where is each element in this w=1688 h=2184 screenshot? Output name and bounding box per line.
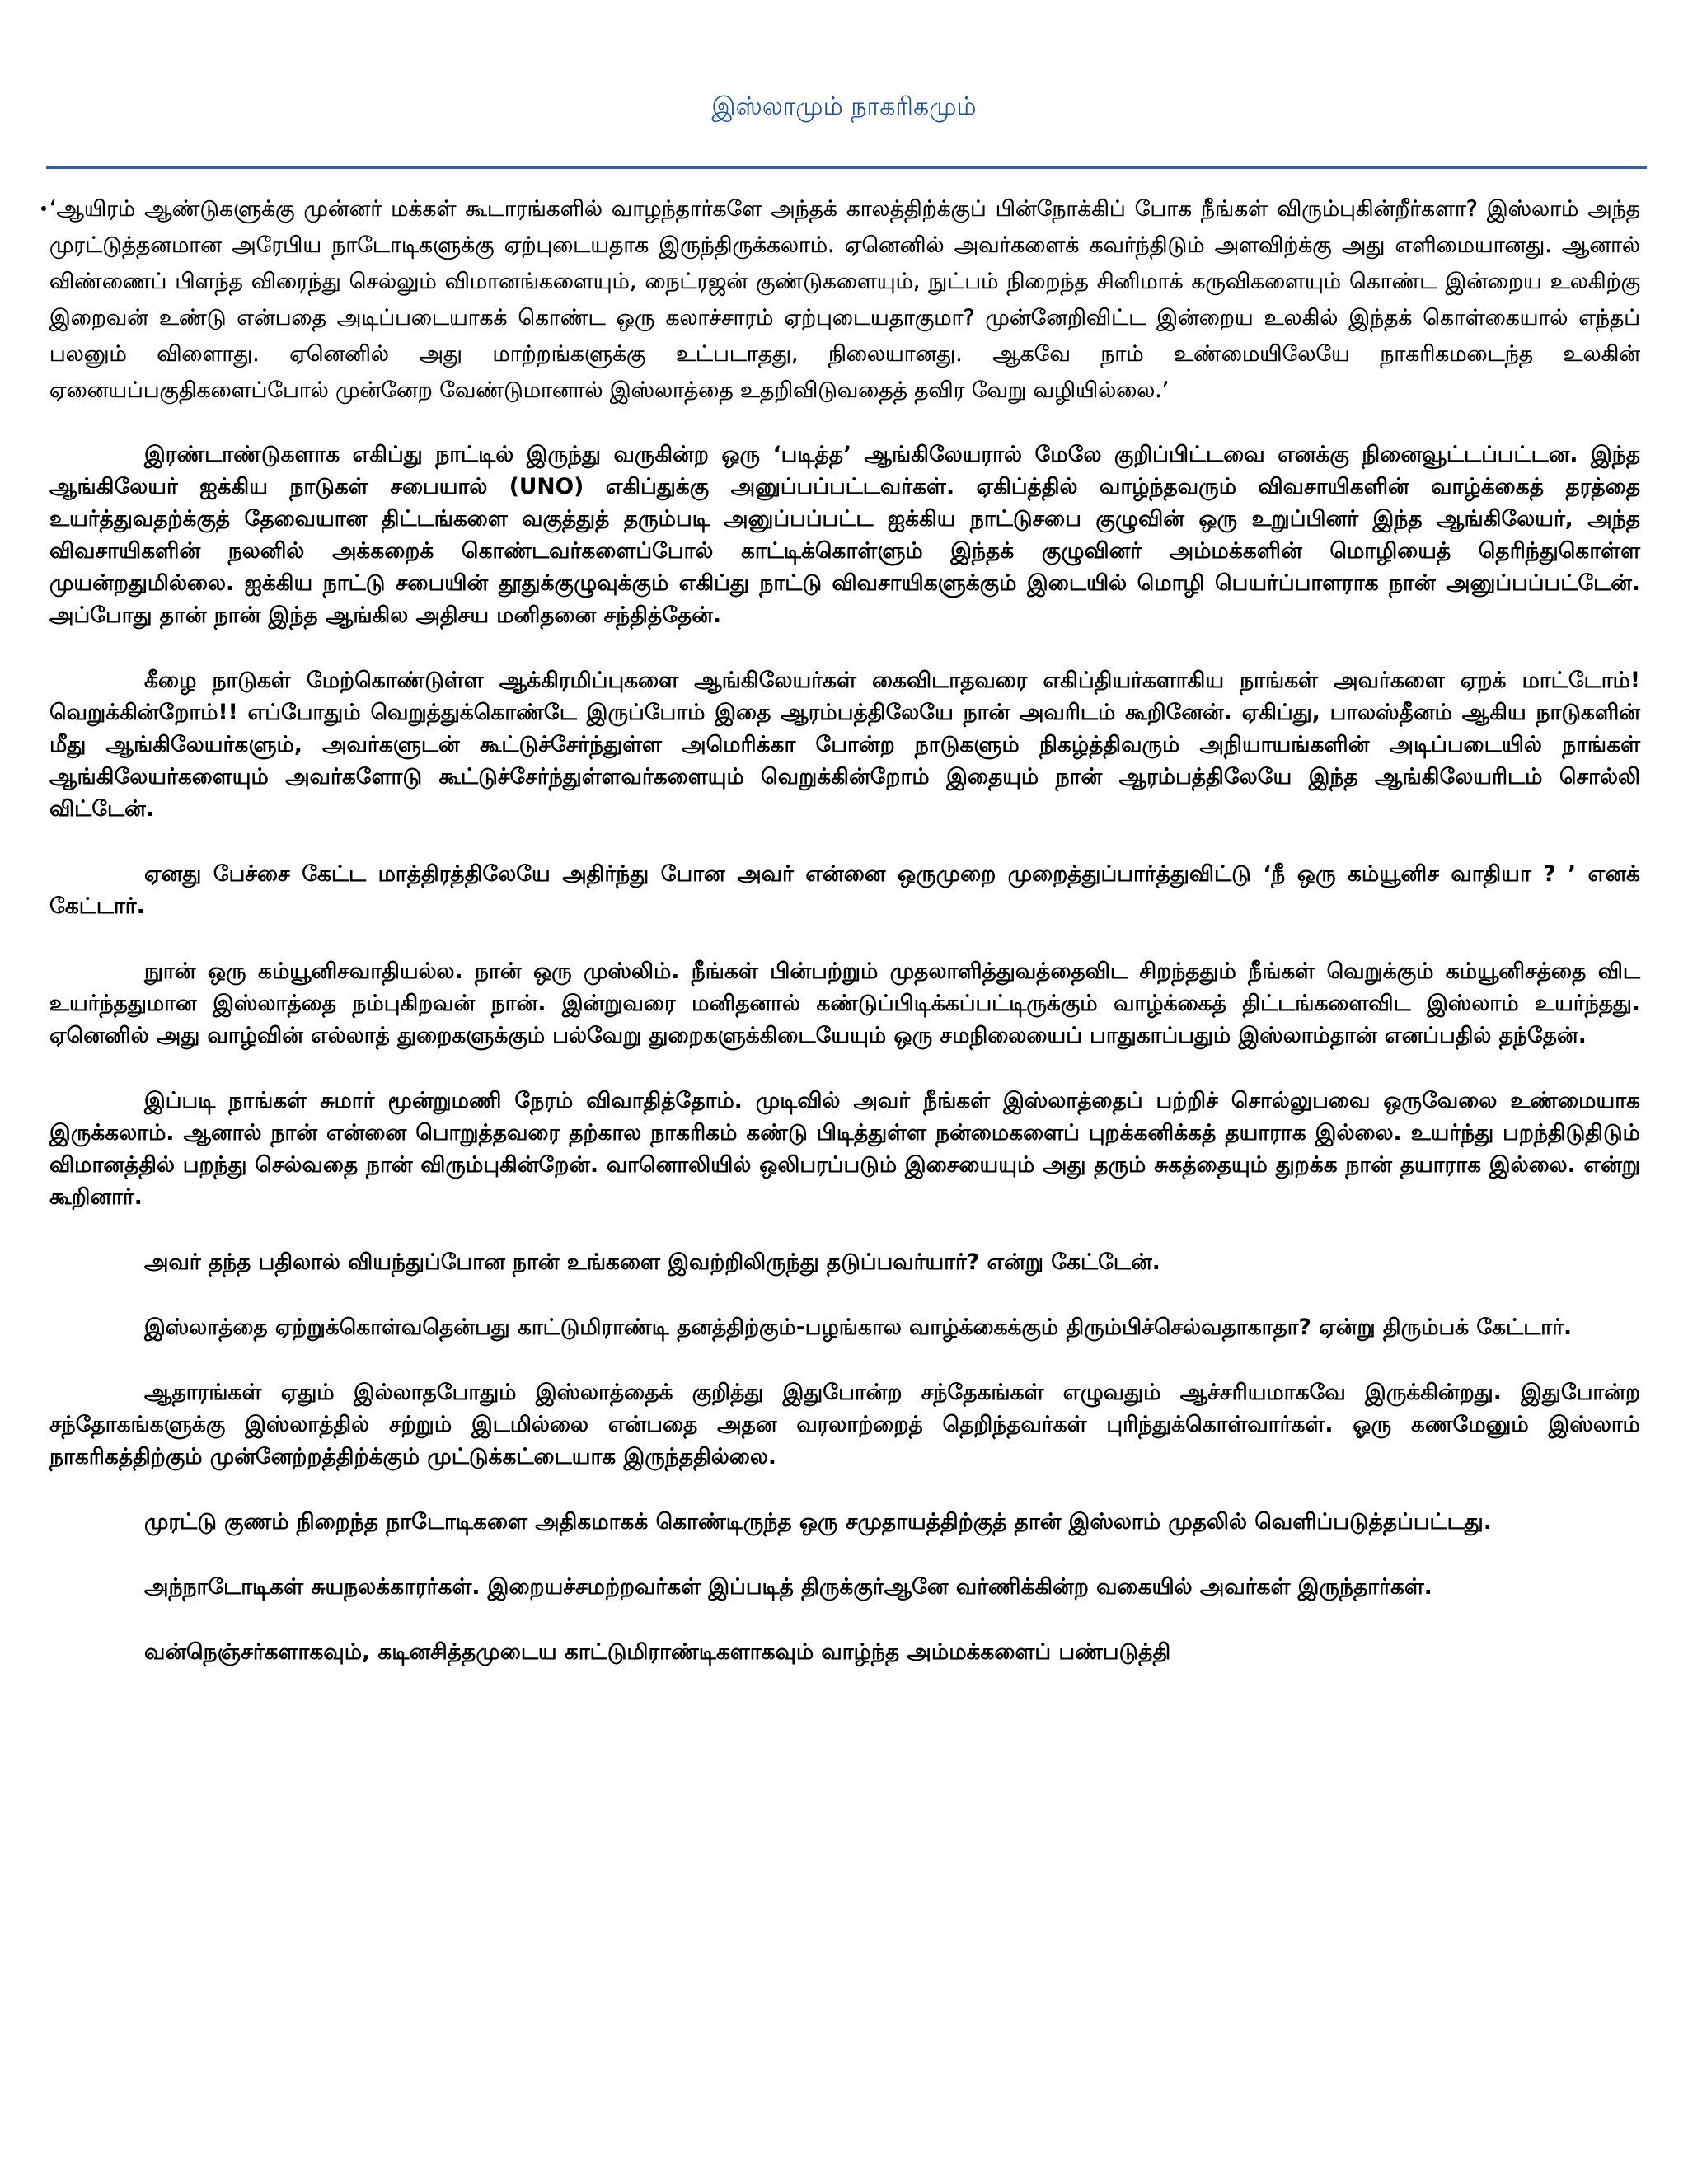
body-paragraph: இரண்டாண்டுகளாக எகிப்து நாட்டில் இருந்து வருகின்ற ஒரு ‘படித்த’ ஆங்கிலேயரால் மேலே குறிப்பிட்டவை எனக்கு நினைவூட்டப்பட்டன. இந்த ஆங்கிலேயர் ஐக்கிய நாடுகள் சபையால் (UNO) எகிப்துக்கு அனுப்பப்பட்டவர்கள். ஏகிப்த்தில் வாழ்ந்தவரும் விவசாயிகளின் வாழ்க்கைத் தரத்தை உயர்த்துவதற்க்குத் தேவையான திட்டங்களை வகுத்துத் தரும்படி அனுப்பப்பட்ட ஐக்கிய நாட்டுசபை குழுவின் ஒரு உறுப்பினர் இந்த ஆங்கிலேயர், அந்த விவசாயிகளின் நலனில் அக்கறைக் கொண்டவர்களைப்போல் காட்டிக்கொள்ளும் இந்தக் குழுவினர் அம்மக்களின் மொழியைத் தெரிந்துகொள்ள முயன்றதுமில்லை. ஐக்கிய நாட்டு சபையின் தூதுக்குழுவுக்கும் எகிப்து நாட்டு விவசாயிகளுக்கும் இடையில் மொழி பெயர்ப்பாளராக நான் அனுப்பப்பட்டேன். அப்போது தான் நான் இந்த ஆங்கில அதிசய மனிதனை சந்தித்தேன். [49,442,1640,628]
title-divider [46,166,1647,169]
document-body [49,191,1640,1668]
body-paragraph: அவர் தந்த பதிலால் வியந்துப்போன நான் உங்களை இவற்றிலிருந்து தடுப்பவர்யார்? என்று கேட்டேன். [144,1249,1160,1275]
quote-paragraph: ‘ஆயிரம் ஆண்டுகளுக்கு முன்னர் மக்கள் கூடாரங்களில் வாழந்தார்களே அந்தக் காலத்திற்க்குப் பின்நோக்கிப் போக நீங்கள் விரும்புகின்றீர்களா? இஸ்லாம் அந்த முரட்டுத்தனமான அரேபிய நாடோடிகளுக்கு ஏற்புடையதாக இருந்திருக்கலாம். ஏனெனில் அவர்களைக் கவர்ந்திடும் அளவிற்க்கு அது எளிமையானது. ஆனால் விண்ணைப் பிளந்த விரைந்து செல்லும் விமானங்களையும், நைட்ரஜன் குண்டுகளையும், நுட்பம் நிறைந்த சினிமாக் கருவிகளையும் கொண்ட இன்றைய உலகிற்கு இறைவன் உண்டு என்பதை அடிப்படையாகக் கொண்ட ஒரு கலாச்சாரம் ஏற்புடையதாகுமா? முன்னேறிவிட்ட இன்றைய உலகில் இந்தக் கொள்கையால் எந்தப் பலனும் விளைாது. ஏனெனில் அது மாற்றங்களுக்கு உட்படாதது, நிலையானது. ஆகவே நாம் உண்மையிலேயே நாகரிகமடைந்த உலகின் ஏனையப்பகுதிகளைப்போல் முன்னேற வேண்டுமானால் இஸ்லாத்தை உதறிவிடுவதைத் தவிர வேறு வழியில்லை.’ [49,196,1640,403]
body-paragraph: கீழை நாடுகள் மேற்கொண்டுள்ள ஆக்கிரமிப்புகளை ஆங்கிலேயர்கள் கைவிடாதவரை எகிப்தியர்களாகிய நாங்கள் அவர்களை ஏறக் மாட்டோம்! வெறுக்கின்றோம்!! எப்போதும் வெறுத்துக்கொண்டே இருப்போம் இதை ஆரம்பத்திலேயே நான் அவரிடம் கூறினேன். ஏகிப்து, பாலஸ்தீனம் ஆகிய நாடுகளின் மீது ஆங்கிலேயர்களும், அவர்களுடன் கூட்டுச்சேர்ந்துள்ள அமெரிக்கா போன்ற நாடுகளும் நிகழ்த்திவரும் அநியாயங்களின் அடிப்படையில் நாங்கள் ஆங்கிலேயர்களையும் அவர்களோடு கூட்டுச்சேர்ந்துள்ளவர்களையும் வெறுக்கின்றோம் இதையும் நான் ஆரம்பத்திலேயே இந்த ஆங்கிலேயரிடம் சொல்லி விட்டேன். [49,668,1640,822]
body-paragraph: வன்நெஞ்சர்களாகவும், கடினசித்தமுடைய காட்டுமிராண்டிகளாகவும் வாழ்ந்த அம்மக்களைப் பண்படுத்தி [144,1639,1171,1665]
body-paragraph: முரட்டு குணம் நிறைந்த நாடோடிகளை அதிகமாகக் கொண்டிருந்த ஒரு சமுதாயத்திற்குத் தான் இஸ்லாம் முதலில் வெளிப்படுத்தப்பட்டது. [144,1509,1492,1535]
body-paragraph: இஸ்லாத்தை ஏற்றுக்கொள்வதென்பது காட்டுமிராண்டி தனத்திற்கும்-பழங்கால வாழ்க்கைக்கும் திரும்பிச்செல்வதாகாதா? ஏன்று திரும்பக் கேட்டார். [144,1315,1573,1340]
body-paragraph: நுான் ஒரு கம்யூனிசவாதியல்ல. நான் ஒரு முஸ்லிம். நீங்கள் பின்பற்றும் முதலாளித்துவத்தைவிட சிறந்ததும் நீங்கள் வெறுக்கும் கம்யூனிசத்தை விட உயர்ந்ததுமான இஸ்லாத்தை நம்புகிறவன் நான். இன்றுவரை மனிதனால் கண்டுப்பிடிக்கப்பட்டிருக்கும் வாழ்க்கைத் திட்டங்களைவிட இஸ்லாம் உயர்ந்தது. ஏனெனில் அது வாழ்வின் எல்லாத் துறைகளுக்கும் பல்வேறு துறைகளுக்கிடையேயும் ஒரு சமநிலையைப் பாதுகாப்பதும் இஸ்லாம்தான் எனப்பதில் தந்தேன். [49,958,1640,1048]
bullet-marker [41,206,46,211]
page-title: இஸ்லாமும் நாகரிகமும் [711,92,977,121]
body-paragraph: இப்படி நாங்கள் சுமார் மூன்றுமணி நேரம் விவாதித்தோம். முடிவில் அவர் நீங்கள் இஸ்லாத்தைப் பற்றிச் சொல்லுபவை ஒருவேலை உண்மையாக இருக்கலாம். ஆனால் நான் என்னை பொறுத்தவரை தற்கால நாகரிகம் கண்டு பிடித்துள்ள நன்மைகளைப் புறக்கனிக்கத் தயாராக இல்லை. உயர்ந்து பறந்திடுதிடும் விமானத்தில் பறந்து செல்வதை நான் விரும்புகின்றேன். வானொலியில் ஒலிபரப்படும் இசையையும் அது தரும் சுகத்தையும் துறக்க நான் தயாராக இல்லை. என்று கூறினார். [49,1088,1640,1210]
body-paragraph: ஆதாரங்கள் ஏதும் இல்லாதபோதும் இஸ்லாத்தைக் குறித்து இதுபோன்ற சந்தேகங்கள் எழுவதும் ஆச்சரியமாகவே இருக்கின்றது. இதுபோன்ற சந்தோகங்களுக்கு இஸ்லாத்தில் சற்றும் இடமில்லை என்பதை அதன வரலாற்றைத் தெறிந்தவர்கள் புரிந்துக்கொள்வார்கள். ஓரு கணமேனும் இஸ்லாம் நாகரிகத்திற்கும் முன்னேற்றத்திற்க்கும் முட்டுக்கட்டையாக இருந்ததில்லை. [49,1380,1640,1469]
body-paragraph: ஏனது பேச்சை கேட்ட மாத்திரத்திலேயே அதிர்ந்து போன அவர் என்னை ஒருமுறை முறைத்துப்பார்த்துவிட்டு ‘நீ ஒரு கம்யூனிச வாதியா ? ’ எனக் கேட்டார். [49,861,1640,919]
body-paragraph: அந்நாடோடிகள் சுயநலக்காரர்கள். இறையச்சமற்றவர்கள் இப்படித் திருக்குர்ஆனே வர்ணிக்கின்ற வகையில் அவர்கள் இருந்தார்கள். [144,1574,1432,1600]
